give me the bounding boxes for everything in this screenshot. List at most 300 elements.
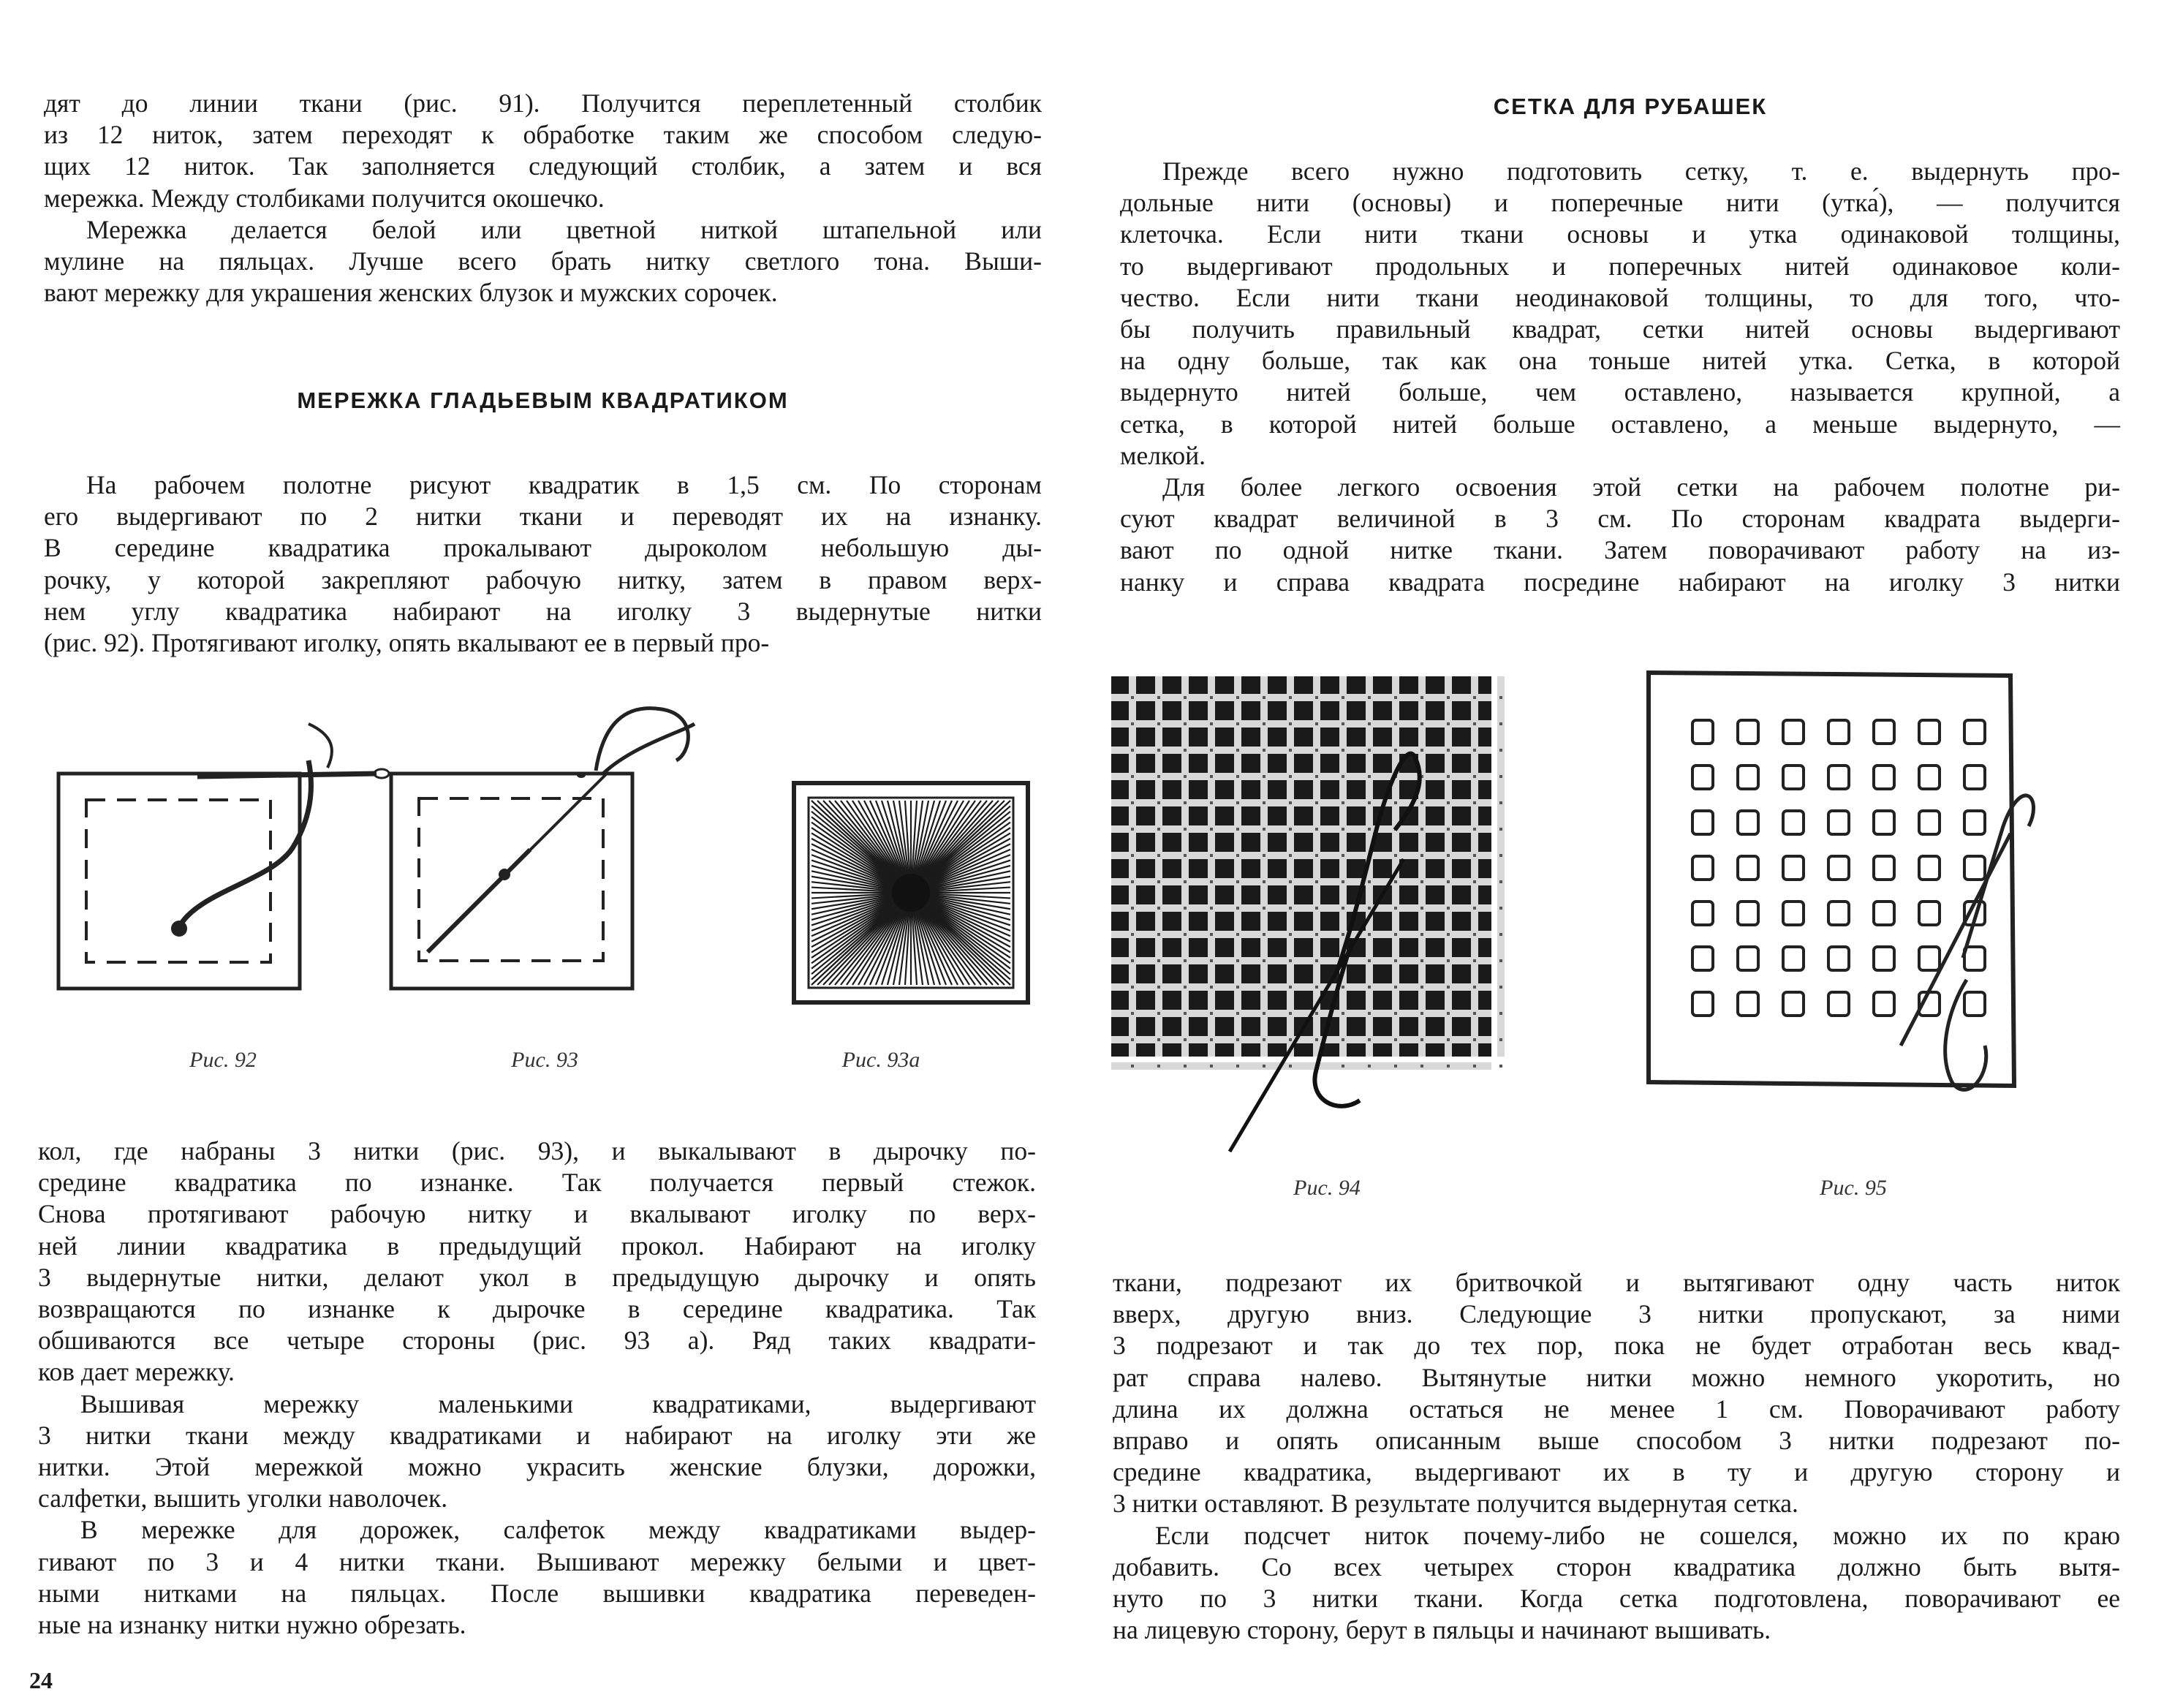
thread-crossing — [1289, 880, 1292, 883]
text-line: В мережке для дорожек, салфеток между квадратиками выдер- — [80, 1515, 1036, 1545]
text-line: на лицевую сторону, берут в пяльцы и начинают вышивать. — [1113, 1615, 1771, 1645]
thread-vertical — [1339, 676, 1347, 1057]
thread-crossing — [1184, 907, 1187, 910]
thread-crossing — [1499, 801, 1502, 804]
grid-square — [1692, 856, 1713, 880]
thread-vertical — [1155, 676, 1162, 1057]
thread-crossing — [1394, 749, 1397, 752]
thread-horizontal — [1111, 931, 1491, 938]
thread-crossing — [1394, 1038, 1397, 1041]
thread-crossing — [1447, 696, 1450, 699]
fabric-mesh — [1111, 676, 1491, 1057]
thread-crossing — [1184, 986, 1187, 989]
grid-square — [1828, 992, 1849, 1016]
thread-crossing — [1420, 933, 1423, 936]
text-line: Если подсчет ниток почему-либо не сошелся, можно их по краю — [1155, 1520, 2120, 1550]
thread-crossing — [1394, 1065, 1397, 1068]
thread-crossing — [1420, 749, 1423, 752]
text-line: салфетки, вышить уголки наволочек. — [38, 1484, 448, 1514]
grid-square — [1874, 811, 1894, 834]
thread-crossing — [1263, 880, 1265, 883]
thread-crossing — [1236, 749, 1239, 752]
text-line: нитки. Этой мережкой можно украсить женские блузки, дорожки, — [38, 1452, 1036, 1482]
thread-crossing — [1447, 775, 1450, 778]
thread-crossing — [1342, 828, 1344, 831]
grid-square — [1828, 766, 1849, 789]
thread-crossing — [1315, 959, 1318, 962]
thread-crossing — [1157, 907, 1160, 910]
thread-crossing — [1394, 801, 1397, 804]
thread-crossing — [1342, 933, 1344, 936]
thread-crossing — [1473, 1038, 1476, 1041]
thread-crossing — [1263, 986, 1265, 989]
thread-crossing — [1131, 986, 1134, 989]
thread-crossing — [1473, 854, 1476, 857]
text-line: средине квадратика, выдергивают их в ту и другую сторону и — [1113, 1457, 2120, 1487]
thread-crossing — [1210, 907, 1213, 910]
grid-square — [1783, 992, 1804, 1016]
thread-crossing — [1394, 722, 1397, 725]
text-line: то выдергивают продольных и поперечных нитей одинаковое коли- — [1120, 251, 2120, 281]
thread-crossing — [1447, 986, 1450, 989]
text-line: 3 нитки оставляют. В результате получится выдернутая сетка. — [1113, 1489, 1798, 1519]
text-line: мулине на пяльцах. Лучше всего брать нитку светлого тона. Выши- — [44, 246, 1042, 276]
thread-vertical — [1497, 676, 1505, 1057]
text-line: мелкой. — [1120, 440, 1206, 470]
thread-crossing — [1394, 907, 1397, 910]
thread-crossing — [1447, 1065, 1450, 1068]
thread-crossing — [1368, 907, 1371, 910]
thread-crossing — [1263, 959, 1265, 962]
thread-crossing — [1131, 722, 1134, 725]
text-line: из 12 ниток, затем переходят к обработке таким же способом следую- — [44, 120, 1042, 150]
grid-square — [1738, 992, 1758, 1016]
grid-square — [1783, 766, 1804, 789]
grid-square — [1874, 856, 1894, 880]
paragraph-setka-1 — [1120, 156, 2120, 598]
thread-crossing — [1394, 880, 1397, 883]
thread-crossing — [1473, 986, 1476, 989]
text-line: Для более легкого освоения этой сетки на рабочем полотне ри- — [1162, 472, 2120, 502]
grid-square — [1919, 811, 1940, 834]
thread-crossing — [1420, 722, 1423, 725]
thread-crossing — [1499, 696, 1502, 699]
text-line: возвращаются по изнанке к дырочке в середине квадратика. Так — [38, 1294, 1036, 1324]
grid-square — [1874, 902, 1894, 925]
thread-crossing — [1157, 696, 1160, 699]
text-line: добавить. Со всех четырех сторон квадратика должно быть вытя- — [1113, 1552, 2120, 1582]
grid-square — [1919, 902, 1940, 925]
text-line: бы получить правильный квадрат, сетки нитей основы выдергивают — [1120, 314, 2120, 344]
thread-crossing — [1420, 986, 1423, 989]
thread-crossing — [1210, 1012, 1213, 1015]
thread-crossing — [1236, 1012, 1239, 1015]
thread-crossing — [1473, 959, 1476, 962]
text-line: мережка. Между столбиками получится окошечко. — [44, 183, 605, 213]
thread-crossing — [1210, 749, 1213, 752]
thread-crossing — [1447, 1038, 1450, 1041]
thread-crossing — [1473, 880, 1476, 883]
thread-crossing — [1184, 722, 1187, 725]
text-line: нанку и справа квадрата посредине набирают на иголку 3 нитки — [1120, 567, 2120, 597]
thread-crossing — [1394, 986, 1397, 989]
thread-crossing — [1368, 722, 1371, 725]
thread-horizontal — [1111, 904, 1491, 912]
thread-crossing — [1342, 880, 1344, 883]
thread-crossing — [1447, 1012, 1450, 1015]
thread-crossing — [1315, 749, 1318, 752]
text-line: рат справа налево. Вытянутые нитки можно немного укоротить, но — [1113, 1362, 2120, 1392]
thread-crossing — [1131, 959, 1134, 962]
caption-fig-95: Рис. 95 — [1820, 1176, 1887, 1200]
grid-square — [1692, 811, 1713, 834]
text-line: Прежде всего нужно подготовить сетку, т. е. выдернуть про- — [1162, 156, 2120, 186]
thread-crossing — [1342, 696, 1344, 699]
thread-vertical — [1129, 676, 1136, 1057]
thread-crossing — [1184, 854, 1187, 857]
grid-square — [1783, 947, 1804, 970]
thread-crossing — [1184, 1012, 1187, 1015]
grid-square — [1738, 766, 1758, 789]
section-heading-merezhka: МЕРЕЖКА ГЛАДЬЕВЫМ КВАДРАТИКОМ — [297, 388, 789, 413]
thread-crossing — [1499, 880, 1502, 883]
figure-93-illustration — [384, 695, 720, 1016]
thread-crossing — [1236, 722, 1239, 725]
thread-crossing — [1236, 801, 1239, 804]
thread-vertical — [1181, 676, 1189, 1057]
thread-horizontal — [1111, 694, 1491, 701]
thread-crossing — [1473, 696, 1476, 699]
thread-crossing — [1342, 801, 1344, 804]
thread-crossing — [1184, 696, 1187, 699]
thread-crossing — [1499, 828, 1502, 831]
thread-vertical — [1260, 676, 1268, 1057]
thread-crossing — [1263, 696, 1265, 699]
text-line: чество. Если нити ткани неодинаковой толщины, то для того, что- — [1120, 282, 2120, 312]
thread-crossing — [1368, 1065, 1371, 1068]
thread-crossing — [1236, 880, 1239, 883]
thread-crossing — [1420, 880, 1423, 883]
thread-crossing — [1447, 959, 1450, 962]
thread-crossing — [1368, 986, 1371, 989]
text-line: ней линии квадратика в предыдущий прокол. Набирают на иголку — [38, 1231, 1036, 1261]
thread-crossing — [1447, 854, 1450, 857]
text-line: нем углу квадратика набирают на иголку 3 выдернутые нитки — [44, 596, 1042, 626]
thread-horizontal — [1111, 878, 1491, 885]
figure-92-illustration — [51, 709, 402, 1016]
text-line: клеточка. Если нити ткани основы и утка одинаковой толщины, — [1120, 219, 2120, 249]
thread-crossing — [1263, 749, 1265, 752]
paragraph-setka-2 — [1113, 1267, 2120, 1646]
thread-crossing — [1236, 933, 1239, 936]
thread-crossing — [1342, 1065, 1344, 1068]
text-line: ткани, подрезают их бритвочкой и вытягивают одну часть ниток — [1113, 1268, 2120, 1297]
grid-square — [1738, 947, 1758, 970]
thread-crossing — [1289, 696, 1292, 699]
thread-crossing — [1315, 696, 1318, 699]
text-line: длина их должна остаться не менее 1 см. Поворачивают работу — [1113, 1394, 2120, 1424]
thread-crossing — [1289, 907, 1292, 910]
thread-crossing — [1157, 880, 1160, 883]
caption-fig-93: Рис. 93 — [511, 1048, 578, 1072]
thread-crossing — [1368, 1038, 1371, 1041]
thread-crossing — [1210, 722, 1213, 725]
grid-square — [1738, 720, 1758, 744]
grid-square — [1919, 766, 1940, 789]
thread-crossing — [1473, 1012, 1476, 1015]
grid-square — [1919, 856, 1940, 880]
thread-crossing — [1473, 907, 1476, 910]
text-line: щих 12 ниток. Так заполняется следующий столбик, а затем и вся — [44, 151, 1042, 181]
thread-crossing — [1263, 1038, 1265, 1041]
thread-crossing — [1263, 828, 1265, 831]
thread-crossing — [1157, 986, 1160, 989]
text-line: вверх, другую вниз. Следующие 3 нитки пропускают, за ними — [1113, 1299, 2120, 1329]
text-line: (рис. 92). Протягивают иголку, опять вкалывают ее в первый про- — [44, 628, 770, 658]
thread-crossing — [1473, 1065, 1476, 1068]
thread-crossing — [1473, 749, 1476, 752]
thread-crossing — [1184, 801, 1187, 804]
grid-square — [1783, 902, 1804, 925]
text-line: выдернуто нитей больше, чем оставлено, называется крупной, а — [1120, 377, 2120, 407]
text-line: 3 выдернутые нитки, делают укол в предыдущую дырочку и опять — [38, 1262, 1036, 1292]
thread-crossing — [1289, 801, 1292, 804]
thread-crossing — [1473, 722, 1476, 725]
thread-crossing — [1420, 801, 1423, 804]
thread-horizontal — [1111, 773, 1491, 780]
grid-square — [1874, 992, 1894, 1016]
text-line: Мережка делается белой или цветной ниткой штапельной или — [86, 214, 1042, 244]
thread-crossing — [1131, 1012, 1134, 1015]
grid-square — [1692, 992, 1713, 1016]
thread-crossing — [1131, 801, 1134, 804]
thread-horizontal — [1111, 747, 1491, 754]
thread-crossing — [1131, 880, 1134, 883]
thread-crossing — [1394, 1012, 1397, 1015]
grid-square — [1874, 947, 1894, 970]
thread-crossing — [1315, 775, 1318, 778]
grid-square — [1828, 856, 1849, 880]
thread-crossing — [1368, 880, 1371, 883]
grid-square — [1828, 902, 1849, 925]
thread-crossing — [1499, 1012, 1502, 1015]
text-line: ков дает мережку. — [38, 1357, 235, 1387]
thread-crossing — [1499, 854, 1502, 857]
thread-crossing — [1157, 933, 1160, 936]
thread-crossing — [1289, 1038, 1292, 1041]
thread-crossing — [1420, 854, 1423, 857]
thread-crossing — [1447, 933, 1450, 936]
thread-crossing — [1210, 959, 1213, 962]
thread-crossing — [1184, 775, 1187, 778]
thread-crossing — [1499, 907, 1502, 910]
thread-crossing — [1131, 933, 1134, 936]
thread-crossing — [1210, 1038, 1213, 1041]
grid-square — [1783, 720, 1804, 744]
grid-square — [1738, 902, 1758, 925]
thread-crossing — [1394, 696, 1397, 699]
thread-crossing — [1184, 1065, 1187, 1068]
grid-square — [1738, 856, 1758, 880]
thread-crossing — [1157, 854, 1160, 857]
thread-crossing — [1420, 907, 1423, 910]
thread-crossing — [1447, 907, 1450, 910]
thread-crossing — [1368, 801, 1371, 804]
thread-crossing — [1210, 880, 1213, 883]
text-line: 3 нитки ткани между квадратиками и набирают на иголку эти же — [38, 1420, 1036, 1450]
thread-crossing — [1210, 933, 1213, 936]
thread-crossing — [1157, 1065, 1160, 1068]
caption-fig-93a: Рис. 93а — [841, 1048, 920, 1072]
thread-horizontal — [1111, 852, 1491, 859]
thread-crossing — [1315, 1012, 1318, 1015]
thread-crossing — [1420, 1012, 1423, 1015]
text-line: средине квадратика по изнанке. Так получается первый стежок. — [38, 1168, 1036, 1198]
text-line: гивают по 3 и 4 нитки ткани. Вышивают мережку белыми и цвет- — [38, 1546, 1036, 1576]
thread-crossing — [1210, 775, 1213, 778]
text-line: рочку, у которой закрепляют рабочую нитку, затем в правом верх- — [44, 564, 1042, 594]
thread-crossing — [1289, 749, 1292, 752]
text-line: 3 подрезают и так до тех пор, пока не будет отработан весь квад- — [1113, 1331, 2120, 1361]
thread-crossing — [1289, 828, 1292, 831]
grid-square — [1964, 720, 1985, 744]
thread-crossing — [1263, 801, 1265, 804]
thread-crossing — [1368, 696, 1371, 699]
thread-crossing — [1184, 959, 1187, 962]
thread-crossing — [1236, 775, 1239, 778]
right-page — [1097, 0, 2183, 1708]
thread-horizontal — [1111, 1062, 1491, 1070]
thread-horizontal — [1111, 983, 1491, 991]
thread-crossing — [1131, 907, 1134, 910]
grid-square — [1874, 766, 1894, 789]
thread-crossing — [1263, 1012, 1265, 1015]
grid-square — [1964, 947, 1985, 970]
thread-vertical — [1418, 676, 1426, 1057]
thread-crossing — [1342, 775, 1344, 778]
thread-crossing — [1210, 854, 1213, 857]
grid-square — [1692, 947, 1713, 970]
thread-crossing — [1499, 959, 1502, 962]
thread-crossing — [1473, 801, 1476, 804]
grid-square — [1828, 811, 1849, 834]
thread-crossing — [1157, 749, 1160, 752]
text-line: На рабочем полотне рисуют квадратик в 1,5 см. По сторонам — [86, 470, 1042, 499]
section-heading-setka: СЕТКА ДЛЯ РУБАШЕК — [1493, 94, 1768, 119]
thread-crossing — [1210, 696, 1213, 699]
thread-horizontal — [1111, 1010, 1491, 1017]
thread-crossing — [1420, 1038, 1423, 1041]
grid-square — [1738, 811, 1758, 834]
thread-crossing — [1368, 828, 1371, 831]
thread-crossing — [1447, 801, 1450, 804]
thread-crossing — [1236, 986, 1239, 989]
grid-square — [1874, 720, 1894, 744]
caption-fig-92: Рис. 92 — [189, 1048, 257, 1072]
text-line: вправо и опять описанным выше способом 3 нитки подрезают по- — [1113, 1426, 2120, 1456]
thread-crossing — [1236, 907, 1239, 910]
thread-crossing — [1157, 801, 1160, 804]
caption-fig-94: Рис. 94 — [1293, 1176, 1361, 1200]
thread-crossing — [1499, 1065, 1502, 1068]
thread-crossing — [1420, 959, 1423, 962]
text-line: суют квадрат величиной в 3 см. По сторонам квадрата выдерги- — [1120, 504, 2120, 534]
thread-crossing — [1236, 854, 1239, 857]
thread-crossing — [1420, 696, 1423, 699]
thread-crossing — [1157, 1038, 1160, 1041]
thread-crossing — [1394, 959, 1397, 962]
thread-crossing — [1315, 880, 1318, 883]
page-number: 24 — [29, 1667, 53, 1693]
thread-crossing — [1499, 1038, 1502, 1041]
thread-crossing — [1315, 907, 1318, 910]
text-line: В середине квадратика прокалывают дыроколом небольшую ды- — [44, 533, 1042, 563]
thread-crossing — [1210, 801, 1213, 804]
thread-crossing — [1473, 775, 1476, 778]
thread-crossing — [1289, 854, 1292, 857]
thread-crossing — [1184, 933, 1187, 936]
thread-vertical — [1445, 676, 1452, 1057]
thread-crossing — [1499, 775, 1502, 778]
thread-vertical — [1208, 676, 1215, 1057]
text-line: дольные нити (основы) и поперечные нити (утка́), — получится — [1120, 188, 2120, 218]
thread-horizontal — [1111, 825, 1491, 833]
thread-crossing — [1315, 933, 1318, 936]
thread-crossing — [1157, 959, 1160, 962]
figure-93a-illustration — [790, 779, 1038, 1013]
thread-crossing — [1394, 854, 1397, 857]
grid-square — [1692, 766, 1713, 789]
figure-95-illustration — [1641, 665, 2051, 1133]
thread-crossing — [1289, 933, 1292, 936]
thread-crossing — [1157, 828, 1160, 831]
thread-crossing — [1315, 801, 1318, 804]
grid-square — [1964, 766, 1985, 789]
thread-horizontal — [1111, 1036, 1491, 1043]
left-page — [0, 0, 1082, 1708]
thread-crossing — [1157, 1012, 1160, 1015]
thread-crossing — [1342, 1012, 1344, 1015]
thread-crossing — [1447, 828, 1450, 831]
thread-crossing — [1131, 828, 1134, 831]
thread-crossing — [1263, 933, 1265, 936]
thread-crossing — [1131, 1038, 1134, 1041]
thread-crossing — [1236, 696, 1239, 699]
thread-crossing — [1263, 1065, 1265, 1068]
grid-square — [1828, 720, 1849, 744]
thread-crossing — [1157, 775, 1160, 778]
figure-94-illustration — [1097, 662, 1550, 1188]
text-line: на одну больше, так как она тоньше нитей утка. Сетка, в которой — [1120, 346, 2120, 376]
text-line: дят до линии ткани (рис. 91). Получится переплетенный столбик — [44, 88, 1042, 118]
thread-crossing — [1342, 749, 1344, 752]
thread-crossing — [1368, 933, 1371, 936]
text-line: Вышивая мережку маленькими квадратиками, выдергивают — [80, 1388, 1036, 1418]
thread-crossing — [1263, 907, 1265, 910]
thread-crossing — [1368, 749, 1371, 752]
thread-crossing — [1263, 775, 1265, 778]
thread-vertical — [1234, 676, 1241, 1057]
thread-crossing — [1342, 986, 1344, 989]
thread-crossing — [1499, 933, 1502, 936]
thread-crossing — [1420, 1065, 1423, 1068]
grid-square — [1919, 720, 1940, 744]
thread-crossing — [1210, 828, 1213, 831]
thread-crossing — [1184, 828, 1187, 831]
thread-crossing — [1342, 907, 1344, 910]
thread-crossing — [1289, 1065, 1292, 1068]
thread-crossing — [1499, 749, 1502, 752]
